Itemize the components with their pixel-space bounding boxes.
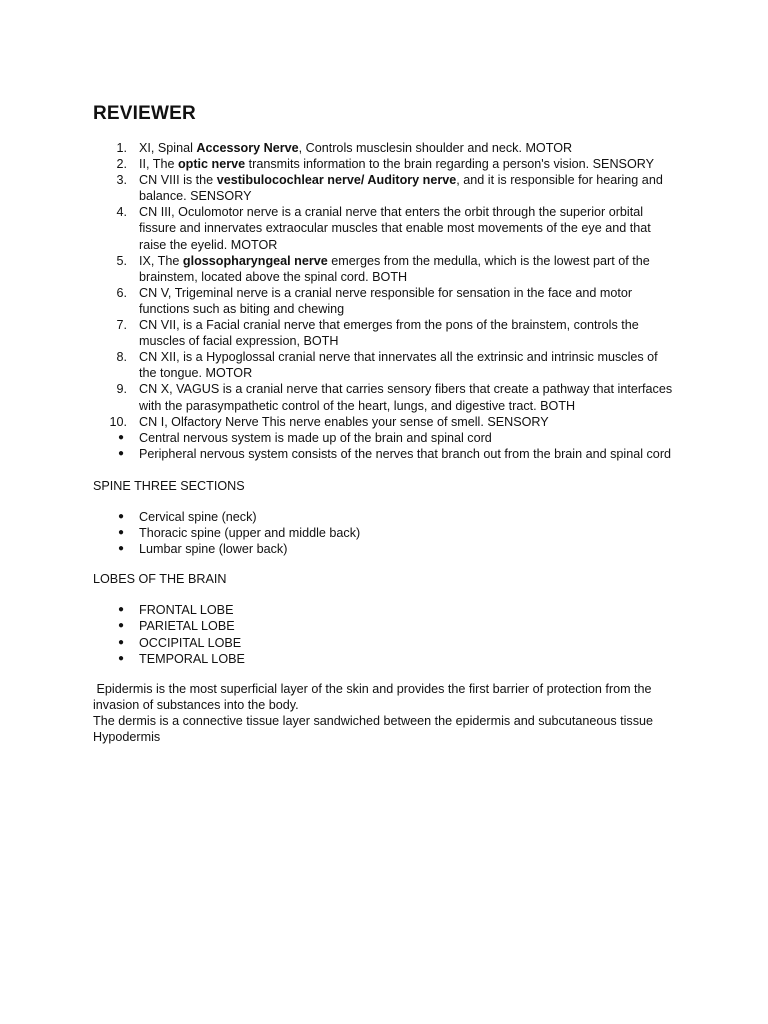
item-text: CN VIII is the (139, 173, 217, 188)
list-item (93, 204, 673, 252)
list-number: 7. (116, 318, 127, 333)
item-text: PARIETAL LOBE (139, 619, 235, 634)
lobes-heading: LOBES OF THE BRAIN (93, 572, 227, 587)
item-text: Central nervous system is made up of the brain and spinal cord (139, 430, 492, 445)
list-number: 8. (116, 350, 127, 365)
bullet-icon: ● (117, 604, 125, 616)
item-text: XI, Spinal (139, 141, 197, 155)
bold-term: glossopharyngeal nerve (182, 253, 328, 268)
list-item (93, 172, 673, 204)
list-item (93, 541, 673, 557)
item-text: CN III, Oculomotor nerve is a cranial nerve that enters the orbit through the superior orbital fissure and innervates extraocular muscles that enable most movements of the eye and that raise the eyelid. MOTOR (139, 205, 651, 252)
list-item (93, 446, 673, 462)
list-item (93, 285, 673, 317)
bullet-icon: ● (117, 527, 125, 539)
bold-term: Accessory Nerve (196, 141, 299, 155)
item-text: CN I, Olfactory Nerve This nerve enables your sense of smell. SENSORY (139, 414, 549, 429)
bullet-icon: ● (117, 543, 125, 555)
item-text: CN V, Trigeminal nerve is a cranial nerve responsible for sensation in the face and motor functions such as biting and chewing (139, 285, 633, 316)
item-text: II, The (139, 157, 178, 172)
bold-term: optic nerve (177, 157, 246, 172)
bullet-icon: ● (117, 447, 125, 459)
bullet-icon: ● (117, 431, 125, 443)
spine-sections-list (93, 509, 673, 557)
list-item (93, 430, 673, 446)
item-text: , Controls musclesin shoulder and neck. MOTOR (298, 141, 573, 155)
list-number: 4. (116, 205, 127, 220)
item-text: Cervical spine (neck) (139, 509, 257, 524)
list-item (93, 509, 673, 525)
list-item (93, 618, 673, 634)
bullet-icon: ● (117, 620, 125, 632)
list-number: 5. (116, 253, 127, 268)
list-item (93, 381, 673, 413)
list-item (93, 525, 673, 541)
item-text: OCCIPITAL LOBE (139, 635, 242, 650)
item-text: TEMPORAL LOBE (139, 651, 245, 666)
nervous-system-list (93, 430, 673, 462)
item-text: CN X, VAGUS is a cranial nerve that carries sensory fibers that create a pathway that interfaces with the parasympathetic control of the heart, lungs, and digestive tract. BOTH (139, 382, 673, 413)
list-item (93, 253, 673, 285)
brain-lobes-list (93, 602, 673, 666)
hypodermis-paragraph: Hypodermis (93, 730, 161, 744)
list-item (93, 635, 673, 651)
page-title: REVIEWER (93, 103, 196, 124)
item-text: Lumbar spine (lower back) (139, 542, 288, 557)
item-text: Peripheral nervous system consists of the nerves that branch out from the brain and spinal cord (139, 446, 672, 461)
item-text: IX, The (139, 253, 183, 268)
item-text: Thoracic spine (upper and middle back) (139, 526, 361, 541)
spine-heading: SPINE THREE SECTIONS (93, 478, 245, 493)
list-number: 3. (116, 173, 127, 188)
item-text: CN XII, is a Hypoglossal cranial nerve that innervates all the extrinsic and intrinsic muscles of the tongue. MOTOR (139, 350, 658, 381)
list-item (93, 349, 673, 381)
list-number: 9. (116, 382, 127, 397)
item-text: , and it is responsible for hearing and balance. SENSORY (139, 173, 663, 204)
list-item (93, 414, 673, 430)
item-text: FRONTAL LOBE (139, 603, 234, 618)
cranial-nerve-list (93, 140, 673, 430)
document-body (93, 140, 673, 745)
item-text: CN VII, is a Facial cranial nerve that emerges from the pons of the brainstem, controls the muscles of facial expression, BOTH (139, 318, 639, 349)
list-item (93, 156, 673, 172)
list-item (93, 602, 673, 618)
bullet-icon: ● (117, 510, 125, 522)
list-item (93, 651, 673, 667)
list-item (93, 140, 673, 156)
bullet-icon: ● (117, 636, 125, 648)
list-number: 2. (116, 157, 127, 172)
dermis-paragraph: The dermis is a connective tissue layer sandwiched between the epidermis and subcutaneous tissue (93, 713, 654, 728)
item-text: transmits information to the brain regarding a person's vision. SENSORY (245, 157, 655, 172)
bullet-icon: ● (117, 652, 125, 664)
list-number: 1. (116, 141, 127, 155)
epidermis-paragraph: Epidermis is the most superficial layer of the skin and provides the first barrier of protection from the invasion of substances into the body. (93, 681, 656, 712)
list-number: 6. (116, 285, 127, 300)
item-text: emerges from the medulla, which is the lowest part of the brainstem, located above the spinal cord. BOTH (139, 253, 650, 284)
list-number: 10. (109, 414, 127, 429)
bold-term: vestibulocochlear nerve/ Auditory nerve (216, 173, 457, 188)
list-item (93, 317, 673, 349)
